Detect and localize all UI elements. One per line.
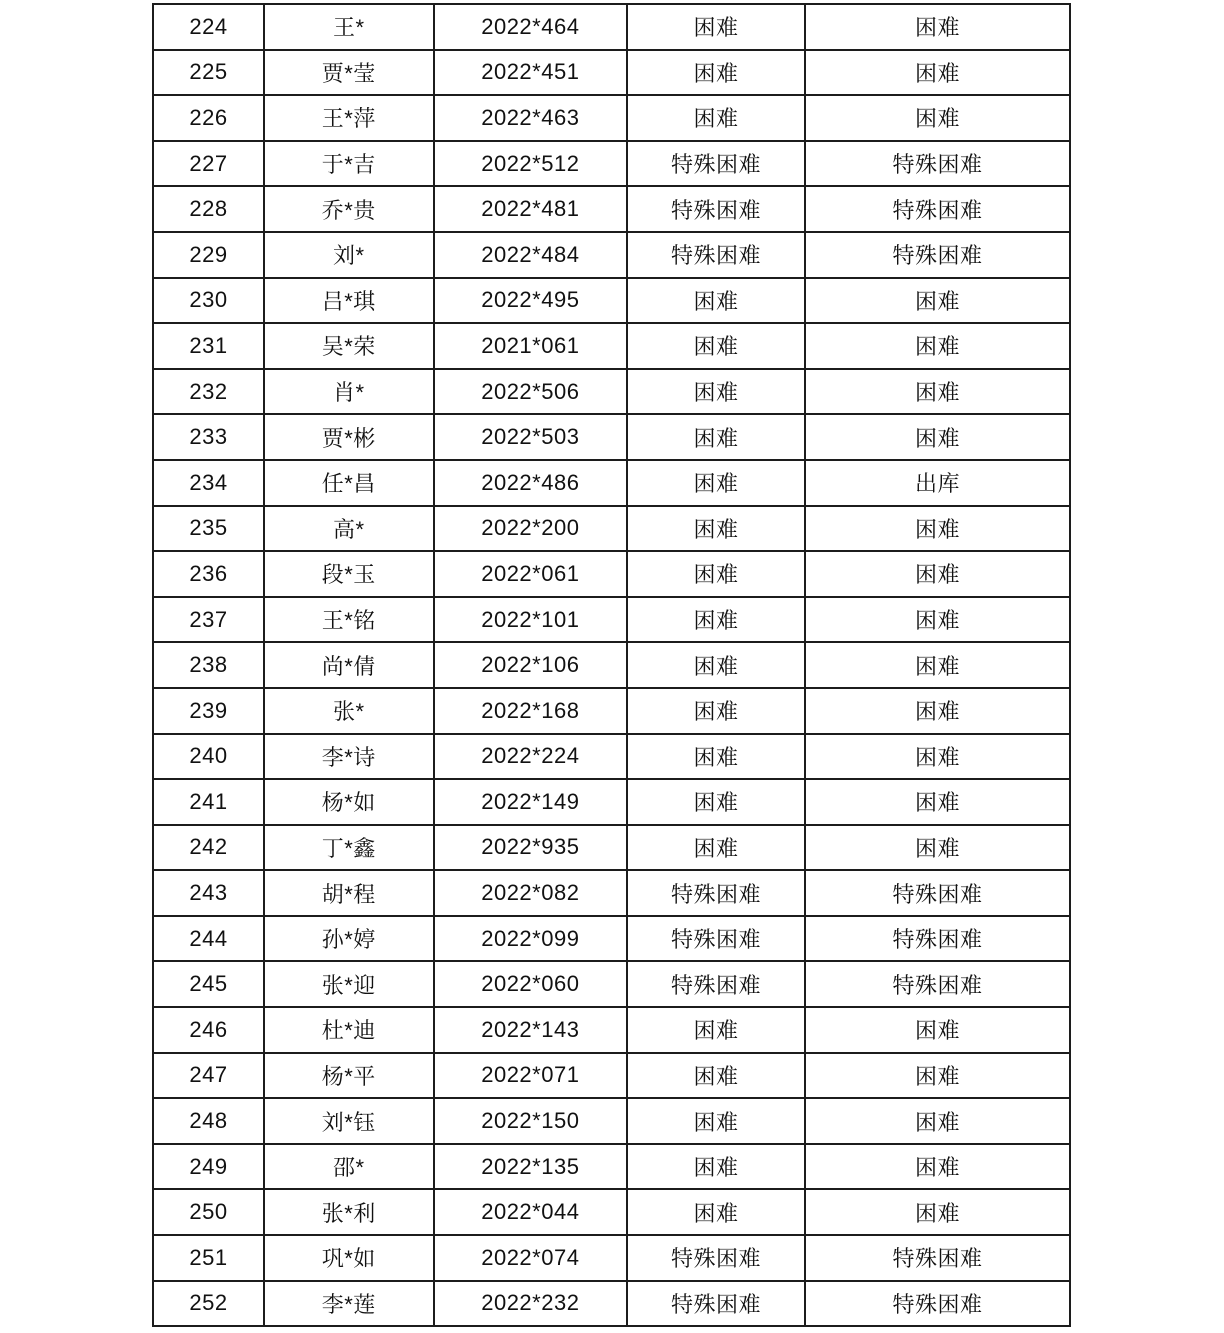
serial-number-cell: 248 [153,1098,264,1144]
status-1-cell: 特殊困难 [627,141,805,187]
serial-number-cell: 242 [153,825,264,871]
serial-number-cell: 243 [153,870,264,916]
table-row [153,1007,1070,1053]
status-2-cell: 困难 [805,506,1070,552]
status-2-cell: 困难 [805,1189,1070,1235]
status-1-cell: 困难 [627,323,805,369]
serial-number-cell: 234 [153,460,264,506]
status-2-cell: 困难 [805,1007,1070,1053]
id-code-cell: 2022*512 [434,141,627,187]
name-cell: 杨*平 [264,1053,434,1099]
table-row [153,779,1070,825]
table-row [153,141,1070,187]
status-1-cell: 困难 [627,278,805,324]
id-code-cell: 2022*495 [434,278,627,324]
serial-number-cell: 231 [153,323,264,369]
status-1-cell: 困难 [627,414,805,460]
id-code-cell: 2022*506 [434,369,627,415]
name-cell: 王* [264,4,434,50]
status-2-cell: 困难 [805,779,1070,825]
serial-number-cell: 249 [153,1144,264,1190]
status-2-cell: 特殊困难 [805,1235,1070,1281]
name-cell: 孙*婷 [264,916,434,962]
status-1-cell: 困难 [627,1098,805,1144]
status-2-cell: 困难 [805,278,1070,324]
status-1-cell: 特殊困难 [627,1235,805,1281]
name-cell: 王*萍 [264,95,434,141]
status-1-cell: 特殊困难 [627,916,805,962]
id-code-cell: 2022*143 [434,1007,627,1053]
status-2-cell: 特殊困难 [805,870,1070,916]
name-cell: 吕*琪 [264,278,434,324]
serial-number-cell: 237 [153,597,264,643]
table-row [153,1189,1070,1235]
status-2-cell: 困难 [805,734,1070,780]
status-1-cell: 困难 [627,1053,805,1099]
table-row [153,1098,1070,1144]
name-cell: 张* [264,688,434,734]
status-1-cell: 困难 [627,779,805,825]
table-row [153,1281,1070,1327]
table-row [153,323,1070,369]
status-1-cell: 特殊困难 [627,232,805,278]
name-cell: 李*莲 [264,1281,434,1327]
name-cell: 李*诗 [264,734,434,780]
table-row [153,688,1070,734]
name-cell: 张*利 [264,1189,434,1235]
serial-number-cell: 232 [153,369,264,415]
name-cell: 尚*倩 [264,642,434,688]
serial-number-cell: 230 [153,278,264,324]
status-2-cell: 出库 [805,460,1070,506]
status-2-cell: 困难 [805,4,1070,50]
id-code-cell: 2022*451 [434,50,627,96]
name-cell: 乔*贵 [264,186,434,232]
table-row [153,961,1070,1007]
status-1-cell: 困难 [627,688,805,734]
status-2-cell: 困难 [805,688,1070,734]
name-cell: 高* [264,506,434,552]
id-code-cell: 2022*060 [434,961,627,1007]
status-1-cell: 困难 [627,1189,805,1235]
name-cell: 杨*如 [264,779,434,825]
status-1-cell: 特殊困难 [627,870,805,916]
serial-number-cell: 224 [153,4,264,50]
id-code-cell: 2022*486 [434,460,627,506]
status-1-cell: 困难 [627,1007,805,1053]
name-cell: 巩*如 [264,1235,434,1281]
status-2-cell: 特殊困难 [805,1281,1070,1327]
serial-number-cell: 229 [153,232,264,278]
table-row [153,186,1070,232]
serial-number-cell: 238 [153,642,264,688]
name-cell: 杜*迪 [264,1007,434,1053]
status-1-cell: 困难 [627,506,805,552]
serial-number-cell: 252 [153,1281,264,1327]
id-code-cell: 2022*135 [434,1144,627,1190]
serial-number-cell: 233 [153,414,264,460]
status-2-cell: 特殊困难 [805,186,1070,232]
status-2-cell: 困难 [805,551,1070,597]
name-cell: 段*玉 [264,551,434,597]
table-row [153,870,1070,916]
serial-number-cell: 228 [153,186,264,232]
status-2-cell: 困难 [805,50,1070,96]
status-2-cell: 困难 [805,414,1070,460]
status-2-cell: 困难 [805,95,1070,141]
name-cell: 吴*荣 [264,323,434,369]
name-cell: 贾*莹 [264,50,434,96]
id-code-cell: 2022*074 [434,1235,627,1281]
id-code-cell: 2022*481 [434,186,627,232]
serial-number-cell: 225 [153,50,264,96]
table-row [153,95,1070,141]
table-row [153,232,1070,278]
name-cell: 肖* [264,369,434,415]
id-code-cell: 2022*503 [434,414,627,460]
table-row [153,460,1070,506]
id-code-cell: 2022*071 [434,1053,627,1099]
status-2-cell: 困难 [805,1053,1070,1099]
status-2-cell: 困难 [805,1144,1070,1190]
table-row [153,597,1070,643]
status-1-cell: 困难 [627,551,805,597]
id-code-cell: 2022*061 [434,551,627,597]
id-code-cell: 2022*935 [434,825,627,871]
table-row [153,916,1070,962]
id-code-cell: 2022*099 [434,916,627,962]
status-2-cell: 困难 [805,825,1070,871]
name-cell: 邵* [264,1144,434,1190]
status-1-cell: 困难 [627,825,805,871]
serial-number-cell: 251 [153,1235,264,1281]
table-row [153,369,1070,415]
serial-number-cell: 247 [153,1053,264,1099]
status-2-cell: 困难 [805,597,1070,643]
serial-number-cell: 241 [153,779,264,825]
status-2-cell: 困难 [805,323,1070,369]
id-code-cell: 2022*200 [434,506,627,552]
serial-number-cell: 239 [153,688,264,734]
id-code-cell: 2022*150 [434,1098,627,1144]
name-cell: 丁*鑫 [264,825,434,871]
table-row [153,1144,1070,1190]
status-2-cell: 困难 [805,369,1070,415]
name-cell: 刘* [264,232,434,278]
table-row [153,1053,1070,1099]
id-code-cell: 2022*224 [434,734,627,780]
id-code-cell: 2022*463 [434,95,627,141]
table-row [153,734,1070,780]
table-row [153,4,1070,50]
serial-number-cell: 244 [153,916,264,962]
id-code-cell: 2022*464 [434,4,627,50]
id-code-cell: 2021*061 [434,323,627,369]
status-1-cell: 困难 [627,369,805,415]
aid-roster-table [152,3,1071,1327]
status-1-cell: 困难 [627,642,805,688]
serial-number-cell: 250 [153,1189,264,1235]
status-2-cell: 特殊困难 [805,232,1070,278]
status-1-cell: 困难 [627,460,805,506]
serial-number-cell: 227 [153,141,264,187]
status-1-cell: 困难 [627,50,805,96]
id-code-cell: 2022*149 [434,779,627,825]
table-row [153,551,1070,597]
table-row [153,278,1070,324]
status-1-cell: 困难 [627,734,805,780]
serial-number-cell: 226 [153,95,264,141]
table-row [153,825,1070,871]
id-code-cell: 2022*101 [434,597,627,643]
name-cell: 胡*程 [264,870,434,916]
id-code-cell: 2022*232 [434,1281,627,1327]
id-code-cell: 2022*106 [434,642,627,688]
status-1-cell: 困难 [627,4,805,50]
table-row [153,1235,1070,1281]
table-row [153,50,1070,96]
name-cell: 贾*彬 [264,414,434,460]
serial-number-cell: 236 [153,551,264,597]
status-2-cell: 特殊困难 [805,141,1070,187]
table-body [153,4,1070,1326]
name-cell: 张*迎 [264,961,434,1007]
status-2-cell: 特殊困难 [805,961,1070,1007]
id-code-cell: 2022*044 [434,1189,627,1235]
id-code-cell: 2022*082 [434,870,627,916]
table-row [153,642,1070,688]
status-2-cell: 困难 [805,642,1070,688]
serial-number-cell: 235 [153,506,264,552]
table-row [153,506,1070,552]
serial-number-cell: 246 [153,1007,264,1053]
status-1-cell: 困难 [627,597,805,643]
status-1-cell: 困难 [627,95,805,141]
name-cell: 刘*钰 [264,1098,434,1144]
status-1-cell: 困难 [627,1144,805,1190]
name-cell: 王*铭 [264,597,434,643]
status-2-cell: 困难 [805,1098,1070,1144]
id-code-cell: 2022*484 [434,232,627,278]
serial-number-cell: 240 [153,734,264,780]
table-row [153,414,1070,460]
status-1-cell: 特殊困难 [627,1281,805,1327]
status-2-cell: 特殊困难 [805,916,1070,962]
serial-number-cell: 245 [153,961,264,1007]
status-1-cell: 特殊困难 [627,186,805,232]
name-cell: 于*吉 [264,141,434,187]
id-code-cell: 2022*168 [434,688,627,734]
status-1-cell: 特殊困难 [627,961,805,1007]
name-cell: 任*昌 [264,460,434,506]
